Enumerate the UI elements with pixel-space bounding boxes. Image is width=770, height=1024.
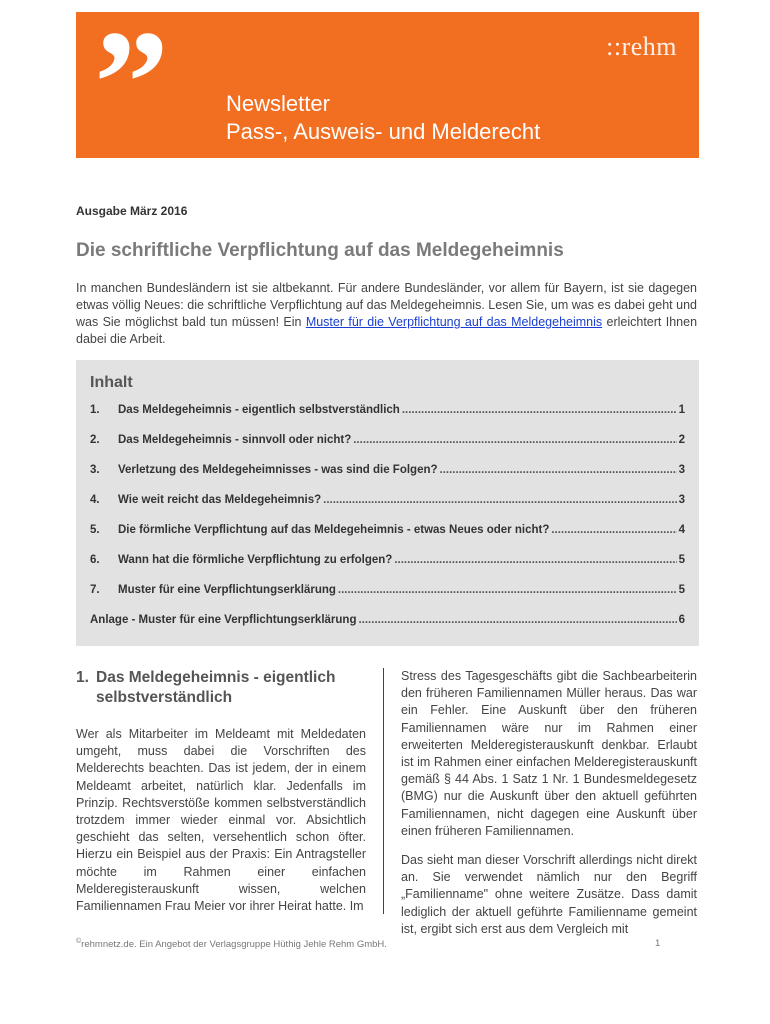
toc-item-title: Anlage - Muster für eine Verpflichtungserklärung (90, 614, 357, 626)
footer-copyright (76, 938, 387, 950)
toc-list (90, 404, 685, 644)
newsletter-title-line1: Newsletter (226, 91, 330, 116)
toc-item-number: 3. (90, 464, 100, 476)
toc-leader-dots (394, 554, 676, 566)
section-1-right-paragraph-1: Stress des Tagesgeschäfts gibt die Sachbearbeiterin den früheren Familiennamen Müller heraus. Das war ein Fehler. Eine Auskunft über den früheren Familiennamen wäre nur im Rahmen einer erweiterten Melderegisterauskunft denkbar. Erlaubt ist im Rahmen einer einfachen Melderegisterauskunft gemäß § 44 Abs. 1 Satz 1 Nr. 1 Bundesmeldegesetz (BMG) nur die Auskunft über den aktuell geführten Familiennamen, nicht dagegen eine Auskunft über einen früheren Familiennamen. (401, 669, 697, 838)
toc-leader-dots (338, 584, 677, 596)
toc-item-page: 3 (678, 494, 685, 506)
section-1-title-line1: Das Meldegeheimnis - eigentlich (96, 669, 336, 686)
toc-item-page: 2 (678, 434, 685, 446)
footer-text: rehmnetz.de. Ein Angebot der Verlagsgruppe Hüthig Jehle Rehm GmbH. (81, 939, 387, 951)
section-1-right-column (401, 668, 697, 950)
newsletter-title (226, 90, 540, 146)
toc-item-number: 7. (90, 584, 100, 596)
toc-item[interactable] (90, 434, 685, 464)
table-of-contents (76, 360, 699, 646)
toc-item-number: 5. (90, 524, 100, 536)
article-headline: Die schriftliche Verpflichtung auf das Meldegeheimnis (76, 240, 564, 261)
toc-item-title: Wann hat die förmliche Verpflichtung zu erfolgen? (118, 554, 393, 566)
toc-item-page: 5 (678, 554, 685, 566)
section-1-title-line2: selbstverständlich (96, 689, 233, 706)
intro-text-after: erleichtert Ihnen dabei die Arbeit. (76, 315, 698, 346)
toc-leader-dots (402, 404, 677, 416)
toc-item-page: 5 (678, 584, 685, 596)
toc-item-title: Das Meldegeheimnis - eigentlich selbstverständlich (118, 404, 400, 416)
toc-item-number: 6. (90, 554, 100, 566)
section-1-heading (76, 668, 366, 708)
toc-item-title: Das Meldegeheimnis - sinnvoll oder nicht? (118, 434, 352, 446)
footer-page-number: 1 (655, 938, 661, 949)
toc-item-title: Die förmliche Verpflichtung auf das Meldegeheimnis - etwas Neues oder nicht? (118, 524, 550, 536)
section-1-number: 1. (76, 669, 89, 686)
toc-item-page: 4 (678, 524, 685, 536)
quote-mark-logo: ” (94, 0, 169, 166)
toc-leader-dots (551, 524, 676, 536)
issue-date: Ausgabe März 2016 (76, 204, 188, 218)
toc-leader-dots (440, 464, 677, 476)
toc-item-number: 4. (90, 494, 100, 506)
header-banner (76, 0, 699, 166)
section-1-left-column (76, 668, 366, 927)
column-divider (383, 668, 384, 914)
toc-leader-dots (353, 434, 676, 446)
template-link[interactable]: Muster für die Verpflichtung auf das Meldegeheimnis (305, 315, 603, 329)
toc-item[interactable] (90, 494, 685, 524)
section-1-right-paragraph-2: Das sieht man dieser Vorschrift allerdings nicht direkt an. Sie verwendet nämlich nur den Begriff „Familienname" ohne weitere Zusätze. Dass damit lediglich der aktuell geführte Familienname gemeint ist, ergibt sich erst aus dem Vergleich mit (401, 853, 697, 936)
toc-leader-dots (323, 494, 676, 506)
rehm-brand-logo: ::rehm (606, 32, 677, 61)
toc-item[interactable] (90, 524, 685, 554)
toc-item-number: 1. (90, 404, 100, 416)
toc-item-title: Wie weit reicht das Meldegeheimnis? (118, 494, 322, 506)
toc-item[interactable] (90, 554, 685, 584)
section-1-left-text: Wer als Mitarbeiter im Meldeamt mit Meldedaten umgeht, muss dabei die Vorschriften des Melderechts beachten. Das ist jedem, der in einem Meldeamt arbeitet, natürlich klar. Jedenfalls im Prinzip. Rechtsverstöße kommen selbstverständlich trotzdem immer wieder einmal vor. Absichtlich geschieht das selten, versehentlich schon öfter. Hierzu ein Beispiel aus der Praxis: Ein Antragsteller möchte im Rahmen einer einfachen Melderegisterauskunft wissen, welchen Familiennamen Frau Meier vor ihrer Heirat hatte. Im (76, 727, 366, 914)
newsletter-title-line2: Pass-, Ausweis- und Melderecht (226, 119, 541, 144)
toc-item-page: 6 (678, 614, 685, 626)
toc-item-title: Muster für eine Verpflichtungserklärung (118, 584, 336, 596)
toc-title: Inhalt (90, 374, 133, 391)
intro-text-before: In manchen Bundesländern ist sie altbekannt. Für andere Bundesländer, vor allem für Bayern, ist sie dagegen etwas völlig Neues: die schriftliche Verpflichtung auf das Meldegeheimnis. Lesen Sie, um was es dabei geht und was Sie möglichst bald tun müssen! Ein (76, 281, 697, 329)
copyright-mark: © (76, 938, 82, 945)
toc-item[interactable] (90, 464, 685, 494)
toc-item-page: 1 (678, 404, 685, 416)
intro-paragraph (76, 280, 697, 348)
toc-item[interactable] (90, 404, 685, 434)
toc-item-page: 3 (678, 464, 685, 476)
toc-leader-dots (358, 614, 676, 626)
toc-item-number: 2. (90, 434, 100, 446)
toc-item[interactable] (90, 614, 685, 644)
toc-item-title: Verletzung des Meldegeheimnisses - was sind die Folgen? (118, 464, 438, 476)
toc-item[interactable] (90, 584, 685, 614)
